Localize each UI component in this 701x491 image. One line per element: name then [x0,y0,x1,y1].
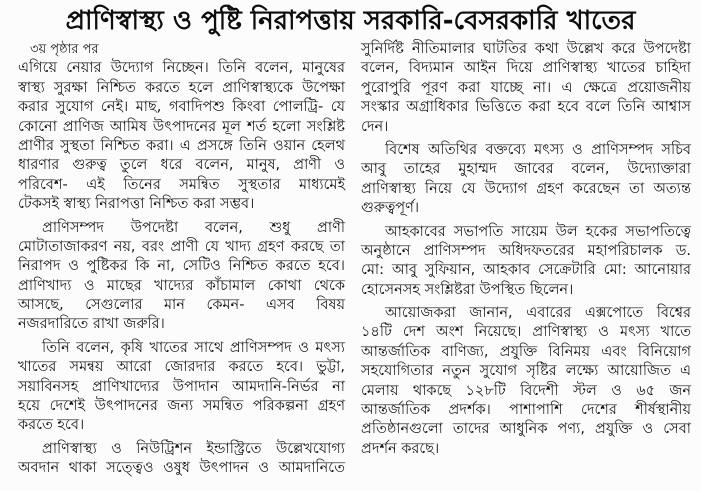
paragraph [361,40,691,137]
text-line: প্রাণিখাদ্য ও মাছের খাদ্যের কাঁচামাল কোথা থেকে [18,277,345,294]
text-line: আন্তর্জাতিক প্রদর্শক। পাশাপাশি দেশের শীর্ষস্থানীয় [361,402,691,419]
text-line: করতে হবে। [18,417,85,434]
text-line: নজরদারিতে রাখা জরুরি। [18,316,165,333]
text-line: টেকসই স্বাস্থ্য নিরাপত্তা নিশ্চিত করা সম্ভব। [18,196,255,213]
text-line: করার সুযোগ নেই। মাছ, গবাদিপশু কিংবা পোলট্রি- যে [18,99,345,116]
text-line: অনুষ্ঠানে প্রাণিসম্পদ অধিদফতরের মহাপরিচালক ড. [361,242,691,259]
headline: প্রাণিস্বাস্থ্য ও পুষ্টি নিরাপত্তায় সরকারি-বেসরকারি খাতের [65,6,636,36]
text-line: ধারণার গুরুত্ব তুলে ধরে বলেন, মানুষ, প্রাণী ও [18,157,345,174]
left-column [18,40,345,479]
text-line: দেন। [361,118,389,135]
paragraph [361,223,691,301]
text-line: পুরোপুরি পূরণ করা যাচ্ছে না। এ ক্ষেত্রে প্রয়োজনীয় [361,79,691,96]
text-line: হোসেনসহ সংশ্লিষ্টরা উপস্থিত ছিলেন। [361,281,574,298]
text-line: হয়ে দেশেই উৎপাদনের জন্য সমন্বিত পরিকল্পনা গ্রহণ [18,398,345,415]
text-line: আহকাবের সভাপতি সায়েম উল হকের সভাপতিত্বে [385,223,691,240]
paragraph [361,141,691,219]
text-line: মো: আবু সুফিয়ান, আহকাব সেক্রেটারি মো: আনোয়ার [361,262,691,279]
continued-from-label: ৩য় পৃষ্ঠার পর [30,42,99,57]
text-line: আসছে, সেগুলোর মান কেমন- এসব বিষয় [18,297,345,314]
paragraph [18,219,345,335]
text-line: খাতের সমন্বয় আরো জোরদার করতে হবে। ভুট্টা, [18,359,345,376]
text-line: প্রতিষ্ঠানগুলো তাদের আধুনিক পণ্য, প্রযুক্তি ও সেবা [361,421,691,438]
text-line: পরিবেশ- এই তিনের সমন্বিত সুস্থতার মাধ্যমেই [18,176,345,193]
text-line: বিশেষ অতিথির বক্তব্যে মৎস্য ও প্রাণিসম্পদ সচিব [385,141,691,158]
text-line: আয়োজকরা জানান, এবারের এক্সপোতে বিশ্বের [385,305,691,322]
text-line: প্রাণিস্বাস্থ্য নিয়ে যে উদ্যোগ গ্রহণ করেছেন তা অত্যন্ত [361,180,691,197]
text-line: বলেন, বিদ্যমান আইন দিয়ে প্রাণিস্বাস্থ্য খাতের চাহিদা [361,60,691,77]
text-line: সুনির্দিষ্ট নীতিমালার ঘাটতির কথা উল্লেখ করে উপদেষ্টা [361,41,691,57]
text-line: প্রদর্শন করছে। [361,440,440,457]
paragraph [18,440,345,479]
text-line: অবদান থাকা সত্ত্বেও ওষুধ উৎপাদন ও আমদানিতে [18,460,345,477]
right-column [361,40,691,459]
paragraph [18,339,345,436]
text-line: এগিয়ে নেয়ার উদ্যোগ নিচ্ছেন। তিনি বলেন, মানুষের [18,60,345,77]
text-line: সয়াবিনসহ প্রাণিখাদ্যের উপাদান আমদানি-নির্ভর না [18,378,345,395]
text-line: স্বাস্থ্য সুরক্ষা নিশ্চিত করতে হলে প্রাণিস্বাস্থ্যকে উপেক্ষা [18,79,345,96]
paragraph [361,304,691,459]
text-line: আন্তর্জাতিক বাণিজ্য, প্রযুক্তি বিনিময় এবং বিনিয়োগ [361,343,691,360]
text-line: সংস্কার অগ্রাধিকার ভিত্তিতে করা হবে বলে তিনি আশ্বাস [361,99,691,116]
text-line: ১৪টি দেশ অংশ নিয়েছে। প্রাণিস্বাস্থ্য ও মৎস্য খাতে [361,324,691,341]
text-line: কোনো প্রাণিজ আমিষ উৎপাদনের মূল শর্ত হলো সংশ্লিষ্ট [18,118,345,135]
text-line: গুরুত্বপূর্ণ। [361,200,420,217]
text-line: আবু তাহের মুহাম্মদ জাবের বলেন, উদ্যোক্তারা [361,161,691,178]
text-line: নিরাপদ ও পুষ্টিকর কি না, সেটিও নিশ্চিত করতে হবে। [18,258,345,275]
text-line: প্রাণীর সুস্থতা নিশ্চিত করা। এ প্রসঙ্গে তিনি ওয়ান হেলথ [18,137,345,154]
text-line: তিনি বলেন, কৃষি খাতের সাথে প্রাণিসম্পদ ও মৎস্য [42,339,345,356]
text-line: প্রাণিস্বাস্থ্য ও নিউট্রিশন ইন্ডাস্ট্রিতে উল্লেখযোগ্য [42,440,345,457]
text-line: সহযোগিতার নতুন সুযোগ সৃষ্টির লক্ষ্যে আয়োজিত এ [361,363,691,380]
text-line: প্রাণিসম্পদ উপদেষ্টা বলেন, শুধু প্রাণী [42,219,345,236]
paragraph [18,59,345,214]
text-line: মেলায় থাকছে ১২৮টি বিদেশী স্টল ও ৬৫ জন [361,382,691,399]
text-line: মোটাতাজাকরণ নয়, বরং প্রাণী যে খাদ্য গ্রহণ করছে তা [18,238,345,255]
